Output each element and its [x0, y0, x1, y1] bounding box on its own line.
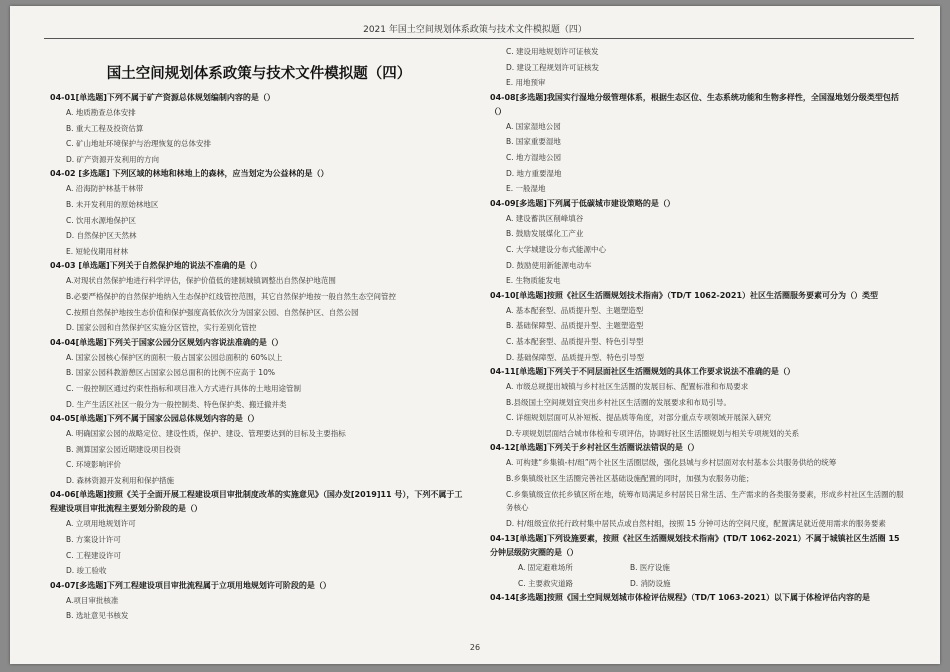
answer-option: B. 医疗设施: [630, 563, 670, 573]
answer-option: D. 建设工程规划许可证核发: [506, 62, 600, 72]
question-stem: 04-08[多选题]我国实行湿地分级管理体系，根据生态区位、生态系统功能和生物多样性，全国湿地划分级类型包括（）: [490, 92, 899, 116]
question-block: [490, 532, 910, 591]
answer-option: B.乡集镇级社区生活圈完善社区基础设施配置的同时，加强为农服务功能；: [506, 474, 754, 484]
answer-option: D. 地方重要湿地: [506, 168, 562, 178]
answer-option: B.县级国土空间规划宜突出乡村社区生活圈的发展要求和布局引导。: [506, 397, 732, 407]
answer-option: C. 一般控制区通过约束性指标和项目准入方式进行具体的土地用途管制: [66, 383, 302, 393]
question-stem: 04-12[单选题]下列关于乡村社区生活圈说法错误的是（）: [490, 443, 699, 453]
answer-option: A.项目审批核准: [66, 595, 119, 605]
answer-option: D. 矿产资源开发利用的方向: [66, 154, 160, 164]
left-question-list: [50, 91, 468, 624]
answer-option: C. 矿山地址环境保护与治理恢复的总体安排: [66, 139, 212, 149]
answer-option: D. 生产生活区社区一般分为一般控制类、特色保护类、搬迁撤并类: [66, 399, 287, 409]
question-stem: 04-06[单选题]按照《关于全面开展工程建设项目审批制度改革的实施意见》（国办发[2019]11 号），下列不属于工程建设项目审批流程主要划分阶段的是（）: [50, 490, 463, 514]
answer-option: C. 饮用水源地保护区: [66, 215, 137, 225]
answer-option: B. 选址意见书核发: [66, 611, 129, 621]
answer-option: B. 未开发利用的原始林地区: [66, 199, 159, 209]
answer-option: C.乡集镇级宜依托乡镇区所在地，统筹布局满足乡村居民日常生活、生产需求的各类服务要素，形成乡村社区生活圈的服务核心: [506, 490, 904, 513]
answer-option: C. 大学城建设分布式能源中心: [506, 244, 607, 254]
answer-option: A. 沿海防护林基干林带: [66, 184, 144, 194]
page-number: 26: [469, 643, 481, 652]
answer-option: A. 基本配套型、品质提升型、主题塑造型: [506, 305, 644, 315]
answer-option: D. 国家公园和自然保护区实施分区管控，实行差别化管控: [66, 323, 257, 333]
answer-option: A. 国家公园核心保护区的面积一般占国家公园总面积的 60%以上: [66, 352, 283, 362]
answer-option: A. 立项用地规划许可: [66, 519, 136, 529]
answer-option: D. 村/组级宜依托行政村集中居民点或自然村组，按照 15 分钟可达的空间尺度，配置满足就近使用需求的服务要素: [506, 519, 886, 529]
document-title: 国土空间规划体系政策与技术文件模拟题（四）: [106, 66, 412, 82]
right-question-list: [490, 44, 910, 605]
question-block: [490, 289, 910, 365]
question-stem: 04-04[单选题]下列关于国家公园分区规划内容说法准确的是（）: [50, 337, 283, 347]
answer-option: D. 自然保护区天然林: [66, 231, 137, 241]
question-stem: 04-09[多选题]下列属于低碳城市建设策略的是（）: [490, 198, 675, 208]
answer-option: B. 鼓励发展煤化工产业: [506, 229, 584, 239]
question-stem: 04-03 [单选题]下列关于自然保护地的说法不准确的是（）: [50, 261, 262, 271]
question-block: [50, 259, 468, 335]
answer-option: B. 国家重要湿地: [506, 137, 561, 147]
answer-option: A. 市级总规提出城镇与乡村社区生活圈的发展目标、配置标准和布局要求: [506, 382, 749, 392]
answer-option: B. 国家公园科教游憩区占国家公园总面积的比例不应高于 10%: [66, 368, 275, 378]
answer-option: A. 地质勘查总体安排: [66, 108, 136, 117]
answer-option: D. 竣工验收: [66, 566, 107, 576]
answer-option: E. 一般湿地: [506, 184, 546, 194]
running-header: 2021 年国土空间规划体系政策与技术文件模拟题（四）: [363, 25, 587, 35]
question-stem: 04-01[单选题]下列不属于矿产资源总体规划编制内容的是（）: [50, 93, 275, 102]
question-block: [490, 441, 910, 532]
answer-option-row: [490, 560, 910, 576]
left-column: [50, 44, 468, 624]
answer-option: D. 基础保障型、品质提升型、特色引导型: [506, 352, 645, 362]
question-stem: 04-05[单选题]下列不属于国家公园总体规划内容的是（）: [50, 414, 259, 424]
question-stem: 04-13[单选题]下列设施要素，按照《社区生活圈规划技术指南》(TD/T 1062-2021）不属于城镇社区生活圈 15 分钟层级防灾圈的是（）: [490, 534, 900, 558]
answer-option: A.对现状自然保护地进行科学评估，保护价值低的建制城镇调整出自然保护地范围: [66, 276, 336, 286]
question-stem: 04-10[单选题]按照《社区生活圈规划技术指南》（TD/T 1062-2021）社区生活圈服务要素可分为（）类型: [490, 290, 879, 300]
answer-option: D. 鼓励使用新能源电动车: [506, 260, 592, 270]
answer-option: E. 生物质能发电: [506, 276, 561, 286]
answer-option: D.专项规划层面结合城市体检和专项评估，协调好社区生活圈规划与相关专项规划的关系: [506, 428, 800, 438]
answer-option: C. 主要救灾道路: [518, 578, 574, 588]
answer-option: E. 短轮伐期用材林: [66, 246, 129, 256]
answer-option: D. 消防设施: [630, 578, 671, 588]
question-block: [50, 167, 468, 259]
question-block: [50, 336, 468, 412]
question-block: [50, 579, 468, 624]
question-block: [490, 91, 910, 197]
question-block: [50, 412, 468, 488]
answer-option: B.必要严格保护的自然保护地纳入生态保护红线管控范围，其它自然保护地按一般自然生态空间管控: [66, 291, 397, 301]
answer-option: B. 方案设计许可: [66, 535, 121, 545]
answer-option: A. 固定避难场所: [518, 563, 573, 573]
answer-option: C. 详细规划层面可从补短板、提品质等角度，对部分重点专项领域开展深入研究: [506, 413, 772, 423]
question-stem: 04-11[单选题]下列关于不同层面社区生活圈规划的具体工作要求说法不准确的是（）: [490, 367, 795, 377]
document-page: [10, 6, 940, 664]
answer-option: E. 用地预审: [506, 78, 546, 88]
answer-option-row: [490, 576, 910, 592]
question-stem: 04-14[多选题]按照《国土空间规划城市体检评估规程》（TD/T 1063-2021）以下属于体检评估内容的是: [490, 593, 871, 603]
question-stem: 04-02 [多选题] 下列区域的林地和林地上的森林，应当划定为公益林的是（）: [50, 169, 329, 179]
answer-option: A. 明确国家公园的战略定位、建设性质，保护、建设、管理要达到的目标及主要指标: [66, 429, 346, 439]
question-block: [490, 591, 910, 605]
answer-option: A. 可构建“乡集镇-村/组”两个社区生活圈层级，强化县城与乡村层面对农村基本公共服务供给的统筹: [506, 458, 837, 468]
answer-option: C. 基本配套型、品质提升型、特色引导型: [506, 336, 644, 346]
answer-option: C. 建设用地规划许可证核发: [506, 47, 599, 56]
right-column: [490, 44, 910, 605]
answer-option: C.按照自然保护地按生态价值和保护强度高低依次分为国家公园、自然保护区、自然公园: [66, 307, 359, 317]
question-block: [50, 91, 468, 167]
question-block: [490, 365, 910, 441]
answer-option: A. 建设蓄洪区削峰填谷: [506, 213, 584, 223]
question-block: [490, 197, 910, 289]
header-rule: [44, 38, 914, 39]
answer-option: B. 测算国家公园近期建设项目投资: [66, 444, 181, 454]
answer-option: C. 地方湿地公园: [506, 152, 562, 162]
answer-option: C. 环境影响评价: [66, 460, 122, 470]
question-block: [50, 488, 468, 578]
answer-option: B. 基础保障型、品质提升型、主题塑造型: [506, 321, 644, 331]
answer-option: D. 森林资源开发利用和保护措施: [66, 475, 175, 485]
answer-option: C. 工程建设许可: [66, 550, 122, 560]
question-stem: 04-07[多选题]下列工程建设项目审批流程属于立项用地规划许可阶段的是（）: [50, 580, 331, 590]
answer-option: B. 重大工程及投资估算: [66, 123, 144, 133]
question-block: [490, 44, 910, 91]
answer-option: A. 国家湿地公园: [506, 121, 561, 131]
